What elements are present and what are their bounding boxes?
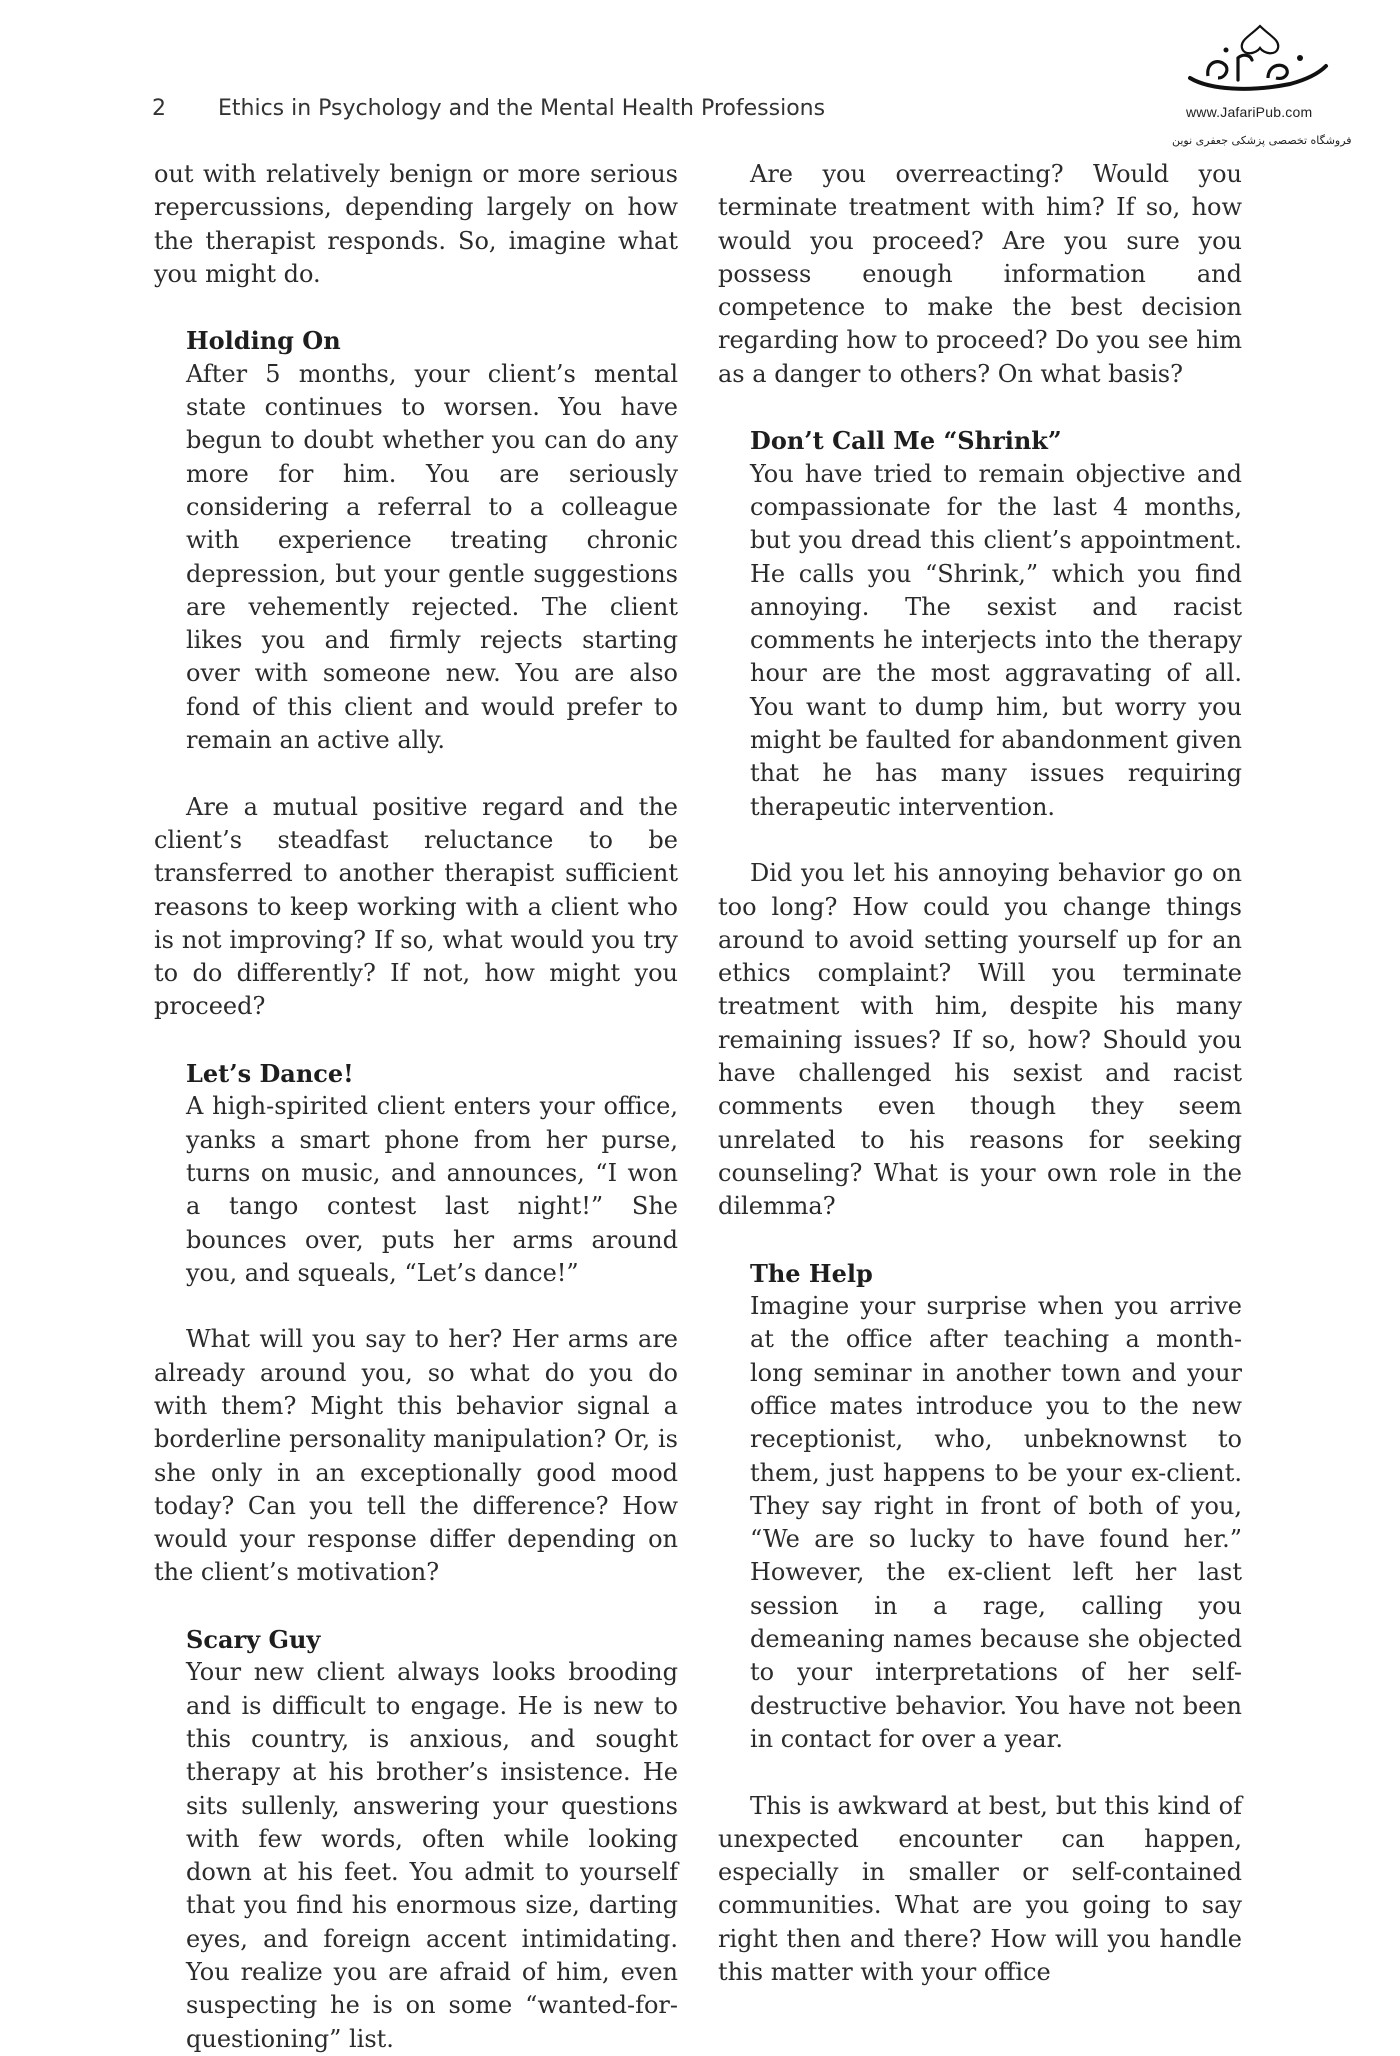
case-holding-on (154, 324, 678, 757)
case-title: Don’t Call Me “Shrink” (750, 426, 1062, 456)
case-body: A high-spirited client enters your office, yanks a smart phone from her purse, turns on music, and announces, “I won a tango contest last night!” She bounces over, puts her arms around you, and squeals, “Let’s dance!” (186, 1092, 678, 1287)
page-number: 2 (152, 96, 166, 121)
case-title: Let’s Dance! (186, 1059, 354, 1089)
left-column (154, 158, 678, 2056)
questions-paragraph: Are you overreacting? Would you terminate treatment with him? If so, how would you proceed? Are you sure you possess enough information and competence to make the best decision regarding how to proceed? Do you see him as a danger to others? On what basis? (718, 160, 1242, 388)
case-dont-call-me-shrink (718, 424, 1242, 824)
publisher-logo-icon (1180, 18, 1330, 100)
intro-paragraph: out with relatively benign or more serious repercussions, depending largely on how the therapist responds. So, imagine what you might do. (154, 160, 678, 288)
questions-paragraph: What will you say to her? Her arms are already around you, so what do you do with them? Might this behavior signal a borderline personality manipulation? Or, is she only in an exceptionally good mood today? Can you tell the difference? How would your response differ depending on the client’s motivation? (154, 1325, 678, 1587)
publisher-tagline: فروشگاه تخصصی پزشکی جعفری نوین (1172, 134, 1352, 147)
questions-paragraph: Did you let his annoying behavior go on too long? How could you change things around to avoid setting yourself up for an ethics complaint? Will you terminate treatment with him, despite his many remaining issues? If so, how? Should you have challenged his sexist and racist comments even though they seem unrelated to his reasons for seeking counseling? What is your own role in the dilemma? (718, 859, 1242, 1221)
case-title: The Help (750, 1258, 873, 1288)
right-column (718, 158, 1242, 1989)
publisher-url: www.JafariPub.com (1186, 104, 1313, 120)
case-title: Scary Guy (186, 1625, 321, 1655)
case-scary-guy (154, 1623, 678, 2056)
case-lets-dance (154, 1057, 678, 1290)
case-body: Imagine your surprise when you arrive at the office after teaching a month-long seminar in another town and your office mates introduce you to the new receptionist, who, unbeknownst to them, just happens to be your ex-client. They say right in front of both of you, “We are so lucky to have found her.” However, the ex-client left her last session in a rage, calling you demeaning names because she objected to your interpretations of her self-destructive behavior. You have not been in contact for over a year. (750, 1292, 1242, 1753)
case-title: Holding On (186, 326, 341, 356)
questions-paragraph: Are a mutual positive regard and the client’s steadfast reluctance to be transferred to another therapist sufficient reasons to keep working with a client who is not improving? If so, what would you try to do differently? If not, how might you proceed? (154, 792, 678, 1021)
case-the-help (718, 1257, 1242, 1756)
running-title: Ethics in Psychology and the Mental Health Professions (218, 96, 826, 121)
case-body: Your new client always looks brooding and is difficult to engage. He is new to this country, is anxious, and sought therapy at his brother’s insistence. He sits sullenly, answering your questions with few words, often while looking down at his feet. You admit to yourself that you find his enormous size, darting eyes, and foreign accent intimidating. You realize you are afraid of him, even suspecting he is on some “wanted-for-questioning” list. (186, 1658, 678, 2053)
running-header (152, 96, 912, 121)
questions-paragraph: This is awkward at best, but this kind of unexpected encounter can happen, especially in smaller or self-contained communities. What are you going to say right then and there? How will you handle this matter with your office (718, 1791, 1242, 1987)
case-body: After 5 months, your client’s mental state continues to worsen. You have begun to doubt whether you can do any more for him. You are seriously considering a referral to a colleague with experience treating chronic depression, but your gentle suggestions are vehemently rejected. The client likes you and firmly rejects starting over with someone new. You are also fond of this client and would prefer to remain an active ally. (186, 359, 678, 755)
case-body: You have tried to remain objective and compassionate for the last 4 months, but you dread this client’s appointment. He calls you “Shrink,” which you find annoying. The sexist and racist comments he interjects into the therapy hour are the most aggravating of all. You want to dump him, but worry you might be faulted for abandonment given that he has many issues requiring therapeutic intervention. (750, 459, 1242, 821)
publisher-watermark (1150, 18, 1360, 158)
